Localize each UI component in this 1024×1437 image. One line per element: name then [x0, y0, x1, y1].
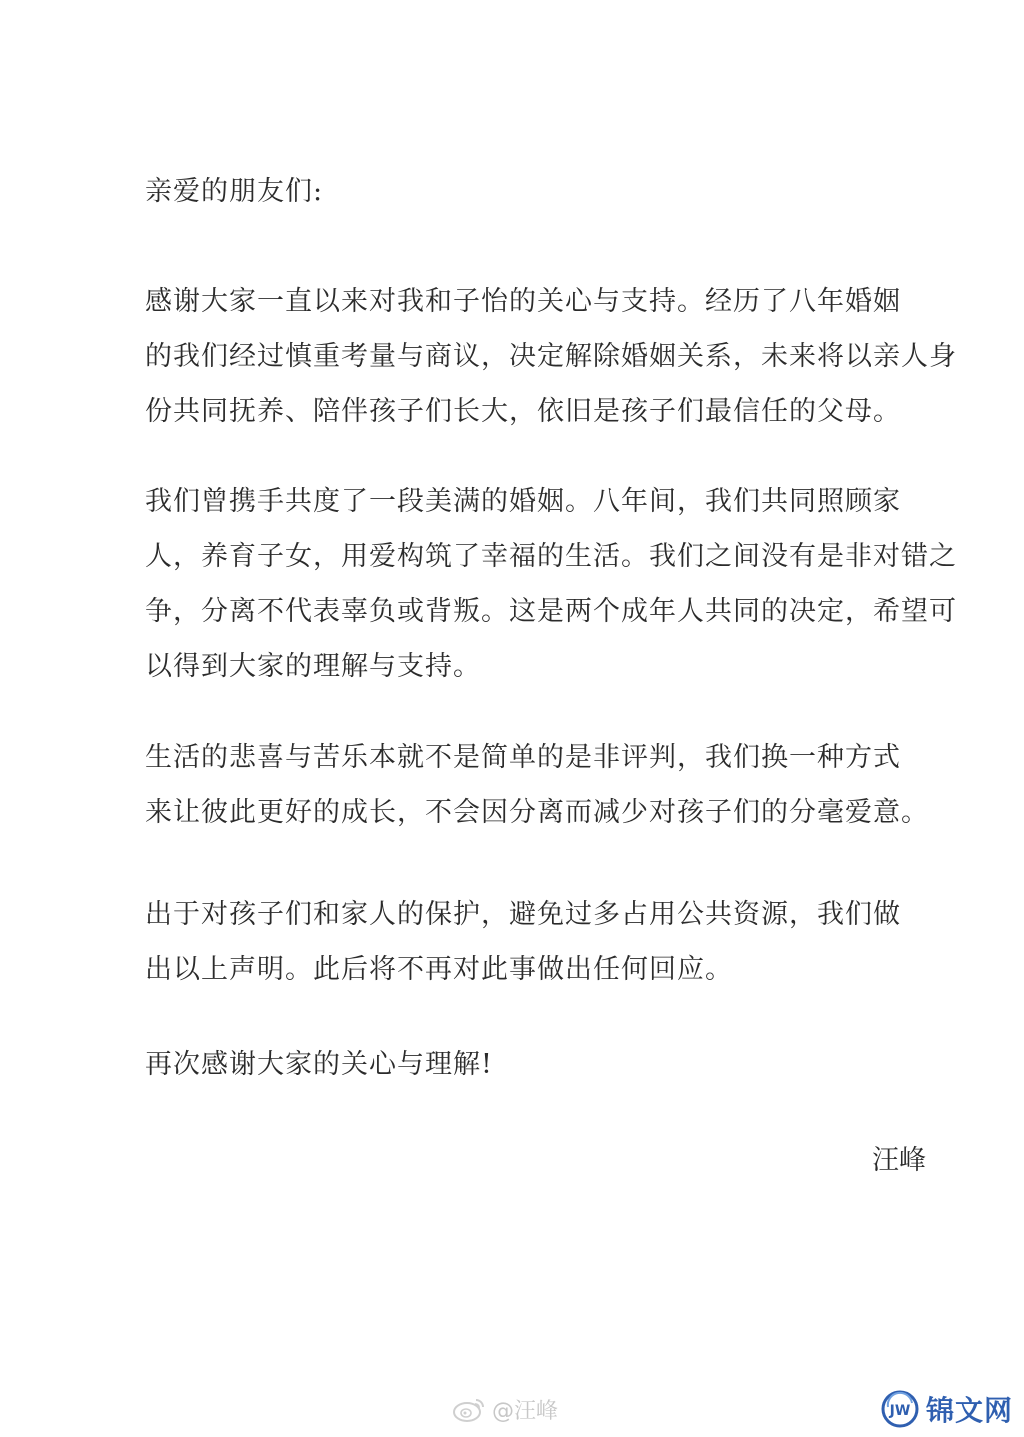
- salutation: 亲爱的朋友们:: [145, 176, 324, 207]
- paragraph-3-line-2: 来让彼此更好的成长，不会因分离而减少对孩子们的分毫爱意。: [145, 797, 929, 828]
- jinwen-watermark: [880, 1388, 1013, 1430]
- paragraph-4-line-1: 出于对孩子们和家人的保护，避免过多占用公共资源，我们做: [145, 899, 901, 930]
- weibo-icon: [452, 1396, 486, 1422]
- weibo-handle: @汪峰: [492, 1398, 559, 1424]
- paragraph-1-line-3: 份共同抚养、陪伴孩子们长大，依旧是孩子们最信任的父母。: [145, 396, 901, 427]
- signature: 汪峰: [872, 1145, 926, 1176]
- paragraph-2-line-4: 以得到大家的理解与支持。: [145, 651, 481, 682]
- paragraph-4-line-2: 出以上声明。此后将不再对此事做出任何回应。: [145, 954, 733, 985]
- site-name: 锦文网: [926, 1394, 1014, 1427]
- svg-text:JW: JW: [889, 1403, 911, 1419]
- paragraph-2-line-2: 人，养育子女，用爱构筑了幸福的生活。我们之间没有是非对错之: [145, 541, 957, 572]
- paragraph-1-line-2: 的我们经过慎重考量与商议，决定解除婚姻关系，未来将以亲人身: [145, 341, 957, 372]
- paragraph-3-line-1: 生活的悲喜与苦乐本就不是简单的是非评判，我们换一种方式: [145, 742, 901, 773]
- paragraph-2-line-3: 争，分离不代表辜负或背叛。这是两个成年人共同的决定，希望可: [145, 596, 957, 627]
- paragraph-1-line-1: 感谢大家一直以来对我和子怡的关心与支持。经历了八年婚姻: [145, 286, 901, 317]
- paragraph-2-line-1: 我们曾携手共度了一段美满的婚姻。八年间，我们共同照顾家: [145, 486, 901, 517]
- jw-logo-icon: [880, 1389, 920, 1429]
- paragraph-5-line-1: 再次感谢大家的关心与理解!: [145, 1049, 493, 1080]
- weibo-watermark: [452, 1393, 558, 1425]
